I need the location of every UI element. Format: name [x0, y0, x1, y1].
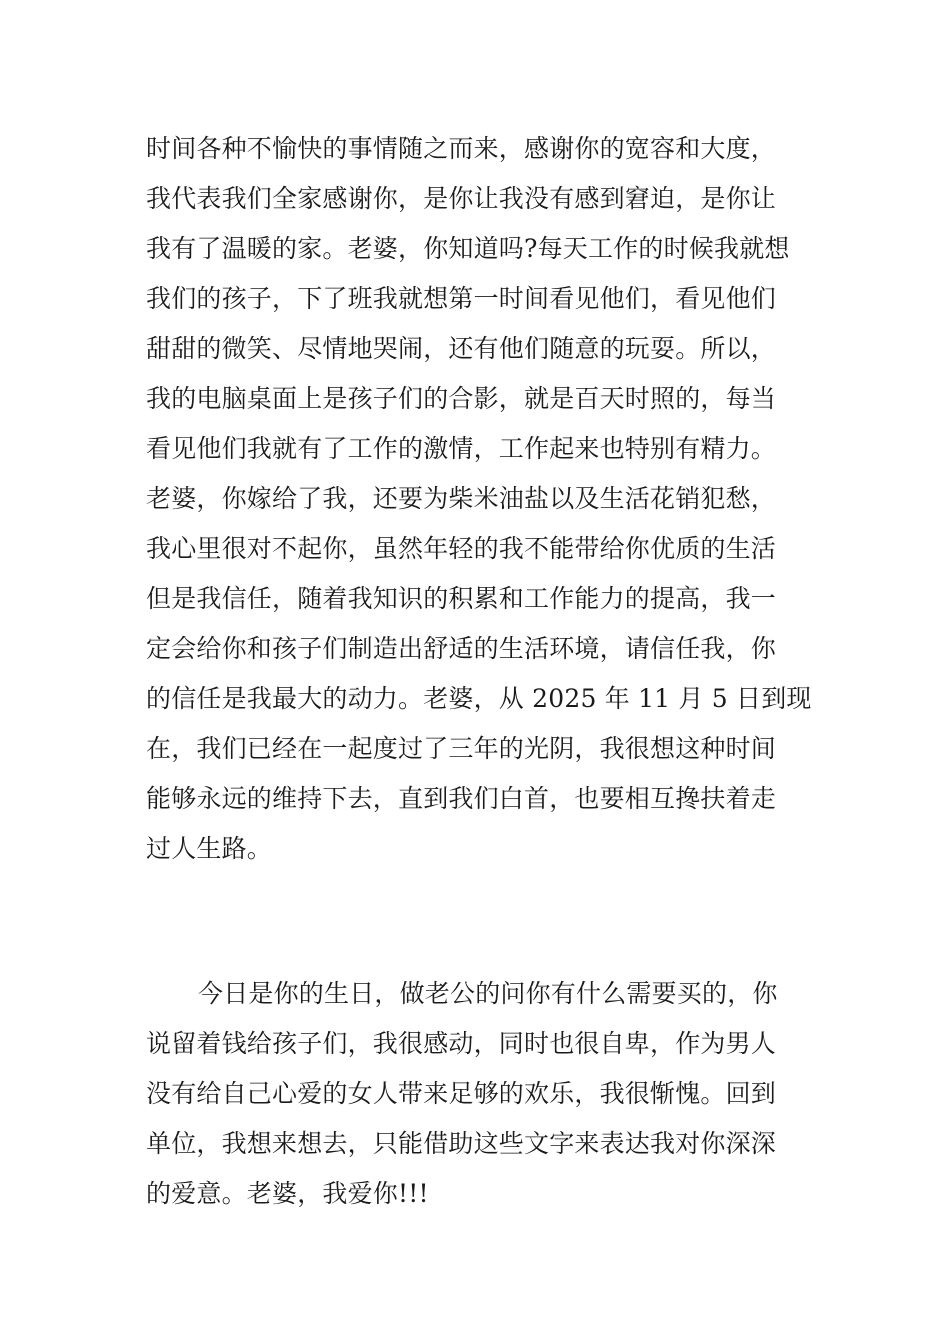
text-line: 单位，我想来想去，只能借助这些文字来表达我对你深深	[146, 1129, 777, 1158]
text-line: 定会给你和孩子们制造出舒适的生活环境，请信任我，你	[146, 634, 777, 663]
paragraph-1	[146, 129, 816, 879]
text-line: 今日是你的生日，做老公的问你有什么需要买的，你	[198, 979, 778, 1008]
text-line: 能够永远的维持下去，直到我们白首，也要相互搀扶着走	[146, 784, 777, 813]
text-line: 时间各种不愉快的事情随之而来，感谢你的宽容和大度，	[146, 134, 777, 163]
text-line: 我代表我们全家感谢你，是你让我没有感到窘迫，是你让	[146, 184, 777, 213]
text-line: 的爱意。老婆，我爱你!!!	[146, 1179, 429, 1208]
text-line: 没有给自己心爱的女人带来足够的欢乐，我很惭愧。回到	[146, 1079, 777, 1108]
paragraph-2	[146, 974, 816, 1224]
text-line: 我心里很对不起你，虽然年轻的我不能带给你优质的生活	[146, 534, 777, 563]
text-line: 老婆，你嫁给了我，还要为柴米油盐以及生活花销犯愁，	[146, 484, 777, 513]
text-line: 看见他们我就有了工作的激情，工作起来也特别有精力。	[146, 434, 777, 463]
text-line: 但是我信任，随着我知识的积累和工作能力的提高，我一	[146, 584, 777, 613]
text-line: 我有了温暖的家。老婆，你知道吗?每天工作的时候我就想	[146, 234, 790, 263]
text-line: 在，我们已经在一起度过了三年的光阴，我很想这种时间	[146, 734, 777, 763]
text-line: 的信任是我最大的动力。老婆，从 2025 年 11 月 5 日到现	[146, 684, 812, 713]
text-line: 我们的孩子，下了班我就想第一时间看见他们，看见他们	[146, 284, 777, 313]
text-line: 我的电脑桌面上是孩子们的合影，就是百天时照的，每当	[146, 384, 777, 413]
text-line: 说留着钱给孩子们，我很感动，同时也很自卑，作为男人	[146, 1029, 777, 1058]
text-line: 过人生路。	[146, 834, 273, 863]
text-line: 甜甜的微笑、尽情地哭闹，还有他们随意的玩耍。所以，	[146, 334, 777, 363]
